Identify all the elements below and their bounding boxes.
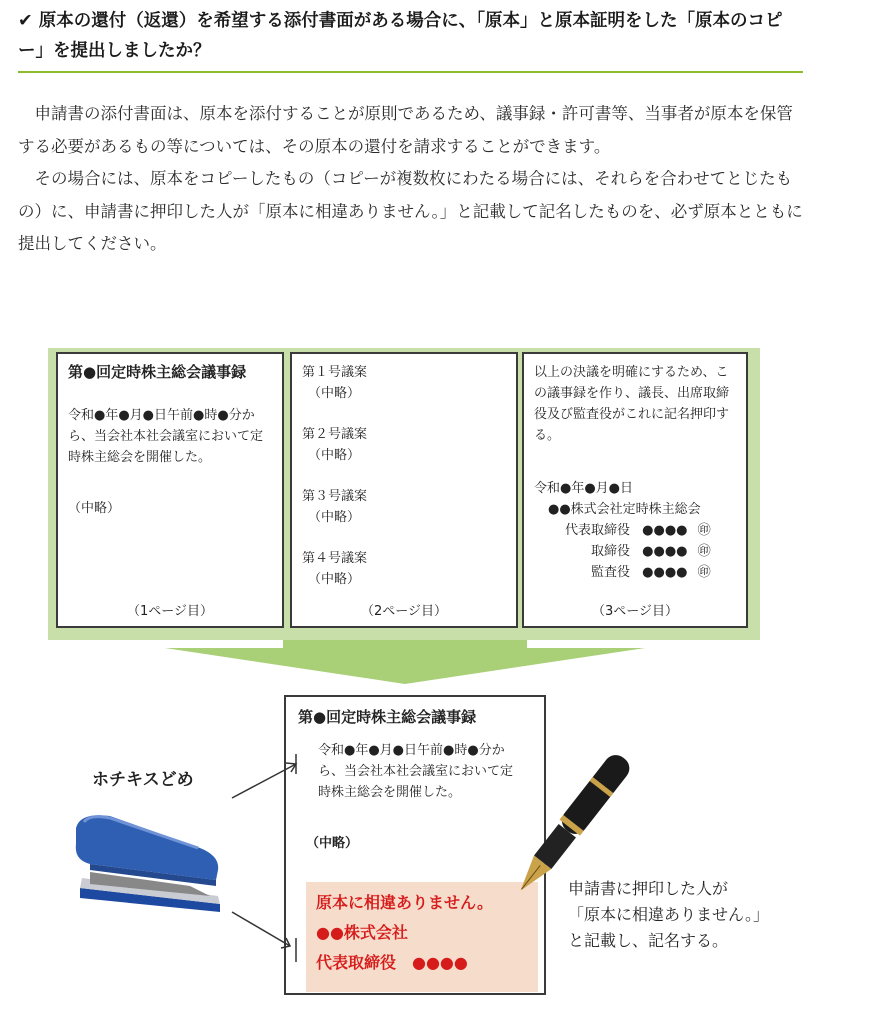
- signer-name: ●●●●: [642, 523, 688, 538]
- instruction-note: [568, 876, 808, 954]
- cert-line-1: 原本に相違ありません。: [316, 893, 493, 912]
- page-1-text: 令和●年●月●日午前●時●分から、当会社本社会議室において定時株主総会を開催した。: [68, 408, 264, 465]
- title-underline: [18, 71, 803, 73]
- page-2-footer: （2ページ目）: [360, 604, 447, 619]
- paragraph-1: 申請書の添付書面は、原本を添付することが原則であるため、議事録・許可書等、当事者が原本を保管する必要があるもの等については、その原本の還付を請求することができます。: [18, 104, 793, 156]
- staple-arrow-top-icon: [232, 754, 296, 798]
- page-3-company: ●●株式会社定時株主総会: [548, 502, 701, 517]
- agenda-2-omit: （中略）: [308, 448, 361, 463]
- signer-name: ●●●●: [642, 565, 688, 580]
- signer-role: 取締役: [590, 544, 630, 559]
- paragraph-2: その場合には、原本をコピーしたもの（コピーが複数枚にわたる場合には、それらを合わせてとじたもの）に、申請書に押印した人が「原本に相違ありません。」と記載して記名したものを、必ず原本とともに提出してください。: [18, 169, 803, 253]
- question-title: ✔ 原本の還付（返還）を希望する添付書面がある場合に、「原本」と原本証明をした「原本のコピー」を提出しましたか？: [18, 11, 783, 61]
- note-line-2: 「原本に相違ありません。」: [568, 905, 769, 924]
- body-text: [18, 98, 803, 261]
- copy-title: 第●回定時株主総会議事録: [298, 708, 477, 726]
- page-1-omit: （中略）: [68, 501, 121, 516]
- staple-arrow-bottom-icon: [232, 912, 296, 962]
- agenda-2: 第２号議案: [302, 427, 368, 442]
- stapler-label: ホチキスどめ: [92, 770, 194, 790]
- illustration: [0, 340, 895, 1024]
- agenda-3: 第３号議案: [302, 489, 368, 504]
- page-3-text: 以上の決議を明確にするため、この議事録を作り、議長、出席取締役及び監査役がこれに記名押印する。: [534, 365, 730, 443]
- cert-line-2: ●●株式会社: [316, 923, 408, 942]
- cert-line-3: 代表取締役 ●●●●: [316, 953, 468, 972]
- page-1-title: 第●回定時株主総会議事録: [68, 363, 247, 381]
- signer-role: 監査役: [590, 565, 630, 580]
- seal-icon: ㊞: [697, 523, 711, 538]
- page-3-footer: （3ページ目）: [591, 604, 678, 619]
- seal-icon: ㊞: [697, 544, 711, 559]
- agenda-4: 第４号議案: [302, 551, 368, 566]
- signer-role: 代表取締役: [564, 523, 630, 538]
- note-line-1: 申請書に押印した人が: [568, 879, 729, 898]
- page-3-date: 令和●年●月●日: [534, 481, 634, 496]
- seal-icon: ㊞: [697, 565, 711, 580]
- signer-name: ●●●●: [642, 544, 688, 559]
- agenda-1: 第１号議案: [302, 365, 368, 380]
- agenda-1-omit: （中略）: [308, 386, 361, 401]
- copy-omit: （中略）: [306, 836, 359, 851]
- agenda-3-omit: （中略）: [308, 510, 361, 525]
- stapler-icon: [70, 808, 230, 918]
- agenda-4-omit: （中略）: [308, 572, 361, 587]
- page-1-footer: （1ページ目）: [126, 604, 213, 619]
- copy-text: 令和●年●月●日午前●時●分から、当会社本社会議室において定時株主総会を開催した。: [318, 743, 514, 800]
- note-line-3: と記載し、記名する。: [568, 931, 729, 950]
